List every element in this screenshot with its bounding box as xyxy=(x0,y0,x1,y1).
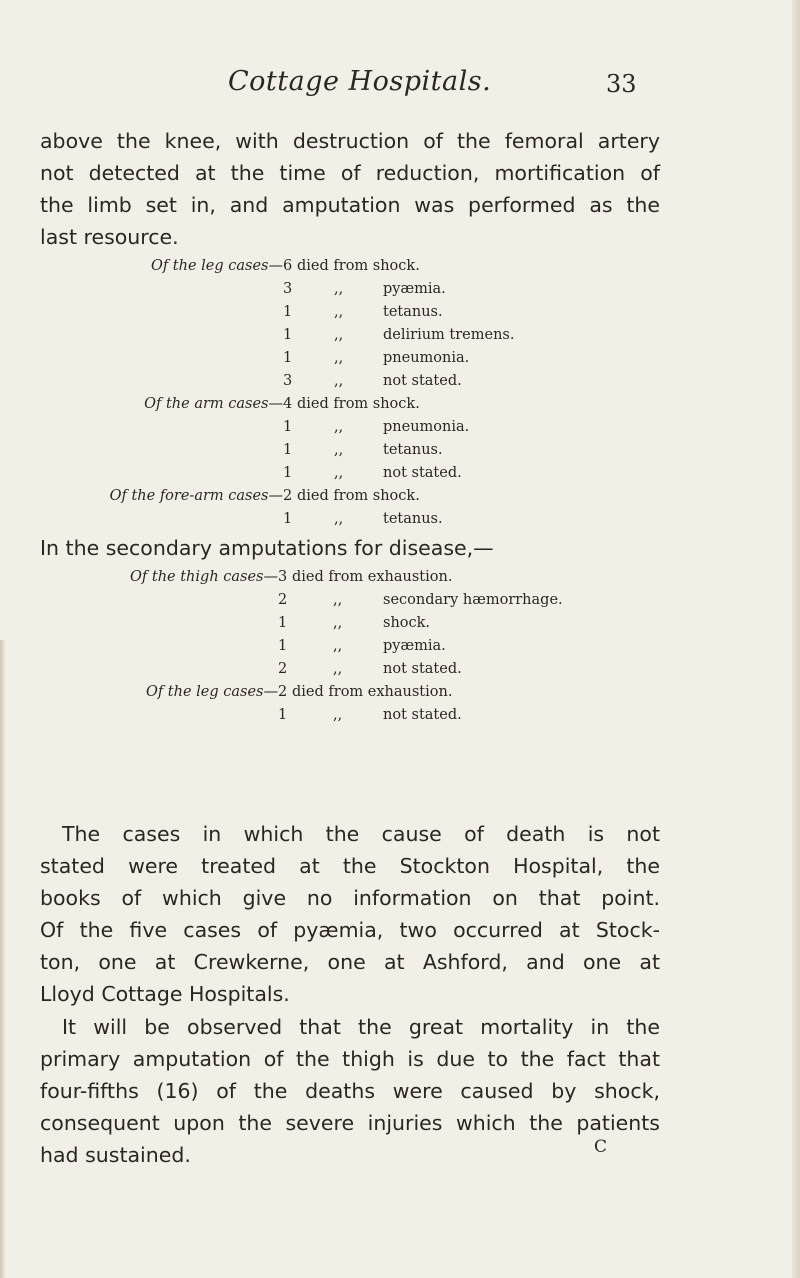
ditto-mark: ,, xyxy=(334,304,344,320)
secondary-amputation-table xyxy=(0,569,800,809)
table-row xyxy=(0,569,800,589)
case-count: 1 xyxy=(283,465,293,481)
text-line: books of which give no information on that point. xyxy=(40,886,660,910)
text-line: stated were treated at the Stockton Hospital, the xyxy=(40,854,660,878)
case-count: 2 xyxy=(278,661,288,677)
cause-text: died from shock. xyxy=(297,396,420,412)
table-row xyxy=(0,465,800,485)
cause-text: shock. xyxy=(383,615,431,631)
cause-text: not stated. xyxy=(383,373,462,389)
case-count: 1 xyxy=(278,638,288,654)
text-line: ton, one at Crewkerne, one at Ashford, and one at xyxy=(40,950,660,974)
case-count: 6 xyxy=(283,258,293,274)
table-row xyxy=(0,396,800,416)
table-row xyxy=(0,615,800,635)
table-row xyxy=(0,419,800,439)
text-line: not detected at the time of reduction, mortification of xyxy=(40,161,660,185)
case-count: 1 xyxy=(278,615,288,631)
group-label: Of the thigh cases— xyxy=(130,569,278,585)
case-count: 1 xyxy=(283,442,293,458)
cause-text: died from shock. xyxy=(297,258,420,274)
text-line: It will be observed that the great mortality in the xyxy=(62,1015,660,1039)
table-row xyxy=(0,661,800,681)
cause-text: delirium tremens. xyxy=(383,327,515,343)
case-count: 2 xyxy=(283,488,293,504)
primary-amputation-table xyxy=(0,258,800,558)
cause-text: pyæmia. xyxy=(383,638,446,654)
table-row xyxy=(0,707,800,727)
ditto-mark: ,, xyxy=(333,615,343,631)
table-row xyxy=(0,373,800,393)
ditto-mark: ,, xyxy=(334,511,344,527)
text-line: Lloyd Cottage Hospitals. xyxy=(40,982,290,1006)
text-line: last resource. xyxy=(40,225,179,249)
cause-text: not stated. xyxy=(383,465,462,481)
case-count: 2 xyxy=(278,592,288,608)
table-row xyxy=(0,304,800,324)
case-count: 3 xyxy=(283,373,293,389)
cause-text: tetanus. xyxy=(383,304,443,320)
paragraph-intro xyxy=(40,125,660,253)
text-line: four-fifths (16) of the deaths were caused by shock, xyxy=(40,1079,660,1103)
table-row xyxy=(0,258,800,278)
case-count: 1 xyxy=(278,707,288,723)
table-row xyxy=(0,638,800,658)
cause-text: not stated. xyxy=(383,661,462,677)
text-line: Of the five cases of pyæmia, two occurred at Stock- xyxy=(40,918,660,942)
running-header xyxy=(0,66,800,106)
group-label: Of the arm cases— xyxy=(144,396,283,412)
text-line: primary amputation of the thigh is due to the fact that xyxy=(40,1047,660,1071)
cause-text: died from exhaustion. xyxy=(292,569,453,585)
case-count: 1 xyxy=(283,327,293,343)
ditto-mark: ,, xyxy=(333,661,343,677)
cause-text: died from exhaustion. xyxy=(292,684,453,700)
ditto-mark: ,, xyxy=(334,350,344,366)
cause-text: pneumonia. xyxy=(383,419,470,435)
paragraph-mortality xyxy=(40,1011,660,1171)
ditto-mark: ,, xyxy=(334,327,344,343)
secondary-heading: In the secondary amputations for disease,— xyxy=(40,536,494,560)
table-row xyxy=(0,488,800,508)
case-count: 3 xyxy=(283,281,293,297)
case-count: 1 xyxy=(283,350,293,366)
ditto-mark: ,, xyxy=(333,592,343,608)
running-title: Cottage Hospitals. xyxy=(228,66,492,97)
ditto-mark: ,, xyxy=(334,465,344,481)
table-row xyxy=(0,442,800,462)
table-row xyxy=(0,327,800,347)
paragraph-stockton xyxy=(40,818,660,1010)
case-count: 2 xyxy=(278,684,288,700)
text-line: the limb set in, and amputation was performed as the xyxy=(40,193,660,217)
cause-text: tetanus. xyxy=(383,511,443,527)
cause-text: died from shock. xyxy=(297,488,420,504)
cause-text: not stated. xyxy=(383,707,462,723)
case-count: 4 xyxy=(283,396,293,412)
page-number: 33 xyxy=(606,70,637,98)
cause-text: secondary hæmorrhage. xyxy=(383,592,563,608)
group-label: Of the leg cases— xyxy=(145,684,278,700)
table-row xyxy=(0,350,800,370)
ditto-mark: ,, xyxy=(333,638,343,654)
cause-text: pyæmia. xyxy=(383,281,446,297)
ditto-mark: ,, xyxy=(334,373,344,389)
case-count: 1 xyxy=(283,304,293,320)
text-line: above the knee, with destruction of the femoral artery xyxy=(40,129,660,153)
cause-text: tetanus. xyxy=(383,442,443,458)
ditto-mark: ,, xyxy=(333,707,343,723)
table-row xyxy=(0,684,800,704)
text-line: The cases in which the cause of death is not xyxy=(62,822,660,846)
text-line: had sustained. xyxy=(40,1143,191,1167)
text-line: consequent upon the severe injuries which the patients xyxy=(40,1111,660,1135)
table-row xyxy=(0,511,800,531)
group-label: Of the leg cases— xyxy=(150,258,283,274)
cause-text: pneumonia. xyxy=(383,350,470,366)
case-count: 3 xyxy=(278,569,288,585)
case-count: 1 xyxy=(283,511,293,527)
signature-mark: C xyxy=(594,1137,608,1157)
ditto-mark: ,, xyxy=(334,419,344,435)
case-count: 1 xyxy=(283,419,293,435)
table-row xyxy=(0,281,800,301)
table-row xyxy=(0,592,800,612)
ditto-mark: ,, xyxy=(334,281,344,297)
ditto-mark: ,, xyxy=(334,442,344,458)
group-label: Of the fore-arm cases— xyxy=(109,488,283,504)
